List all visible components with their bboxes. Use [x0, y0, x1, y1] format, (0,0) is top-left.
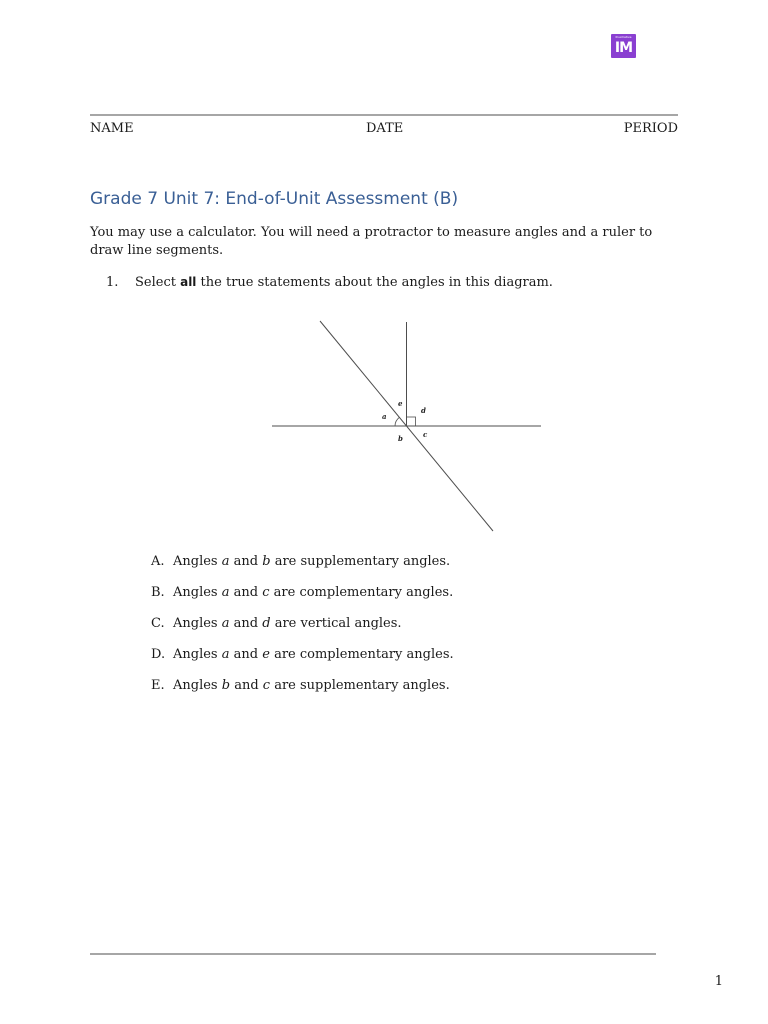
option-variable: a	[221, 616, 230, 631]
option-e[interactable]	[151, 677, 454, 708]
question-text-before: Select	[135, 275, 181, 290]
angle-a-arc	[395, 417, 400, 426]
option-text: are vertical angles.	[270, 616, 402, 631]
option-variable: a	[221, 554, 230, 569]
angle-label-b: b	[398, 434, 403, 443]
period-label: PERIOD	[623, 121, 678, 136]
header-rule	[90, 114, 678, 116]
logo-small-text: Illustrative	[615, 35, 632, 39]
question-text-after: the true statements about the angles in this diagram.	[196, 275, 553, 290]
option-text: and	[230, 678, 263, 693]
name-label: NAME	[90, 121, 134, 136]
right-angle-marker	[407, 417, 416, 426]
option-text: are supplementary angles.	[270, 554, 451, 569]
option-b[interactable]	[151, 584, 454, 615]
option-letter: E.	[151, 678, 165, 693]
option-text: are complementary angles.	[269, 585, 454, 600]
option-a[interactable]	[151, 553, 454, 584]
illustrative-mathematics-logo	[611, 34, 636, 58]
angle-label-a: a	[382, 412, 387, 421]
option-text: Angles	[173, 616, 222, 631]
option-letter: D.	[151, 647, 166, 662]
option-text: are complementary angles.	[269, 647, 454, 662]
logo-main-text: IM	[614, 40, 633, 56]
angle-label-d: d	[421, 406, 426, 415]
option-text: and	[229, 585, 263, 600]
option-text: and	[229, 647, 263, 662]
option-text: Angles	[173, 678, 222, 693]
instructions-text: You may use a calculator. You will need a protractor to measure angles and a ruler to draw line segments.	[90, 225, 653, 258]
angle-label-e: e	[398, 399, 403, 408]
question-1	[106, 273, 553, 292]
option-variable: b	[262, 554, 271, 569]
option-text: Angles	[173, 585, 222, 600]
page-number: 1	[714, 974, 723, 989]
option-variable: a	[221, 647, 230, 662]
angle-diagram	[266, 314, 548, 538]
option-text: and	[229, 616, 263, 631]
option-letter: A.	[151, 554, 165, 569]
option-letter: C.	[151, 616, 165, 631]
question-text-bold: all	[180, 275, 197, 289]
option-variable: c	[262, 585, 270, 600]
page-title: Grade 7 Unit 7: End-of-Unit Assessment (B)	[90, 189, 459, 209]
option-text: Angles	[173, 647, 222, 662]
option-text: are supplementary angles.	[270, 678, 450, 693]
date-label: DATE	[366, 121, 404, 136]
option-variable: a	[221, 585, 230, 600]
footer-rule	[90, 953, 656, 955]
answer-options	[151, 553, 454, 708]
question-number: 1.	[106, 275, 119, 290]
option-text: Angles	[173, 554, 222, 569]
option-c[interactable]	[151, 615, 454, 646]
angle-label-c: c	[423, 430, 428, 439]
option-d[interactable]	[151, 646, 454, 677]
option-text: and	[229, 554, 263, 569]
option-letter: B.	[151, 585, 165, 600]
option-variable: b	[221, 678, 231, 693]
option-variable: d	[262, 616, 271, 631]
option-variable: e	[262, 647, 270, 662]
option-variable: c	[262, 678, 271, 693]
